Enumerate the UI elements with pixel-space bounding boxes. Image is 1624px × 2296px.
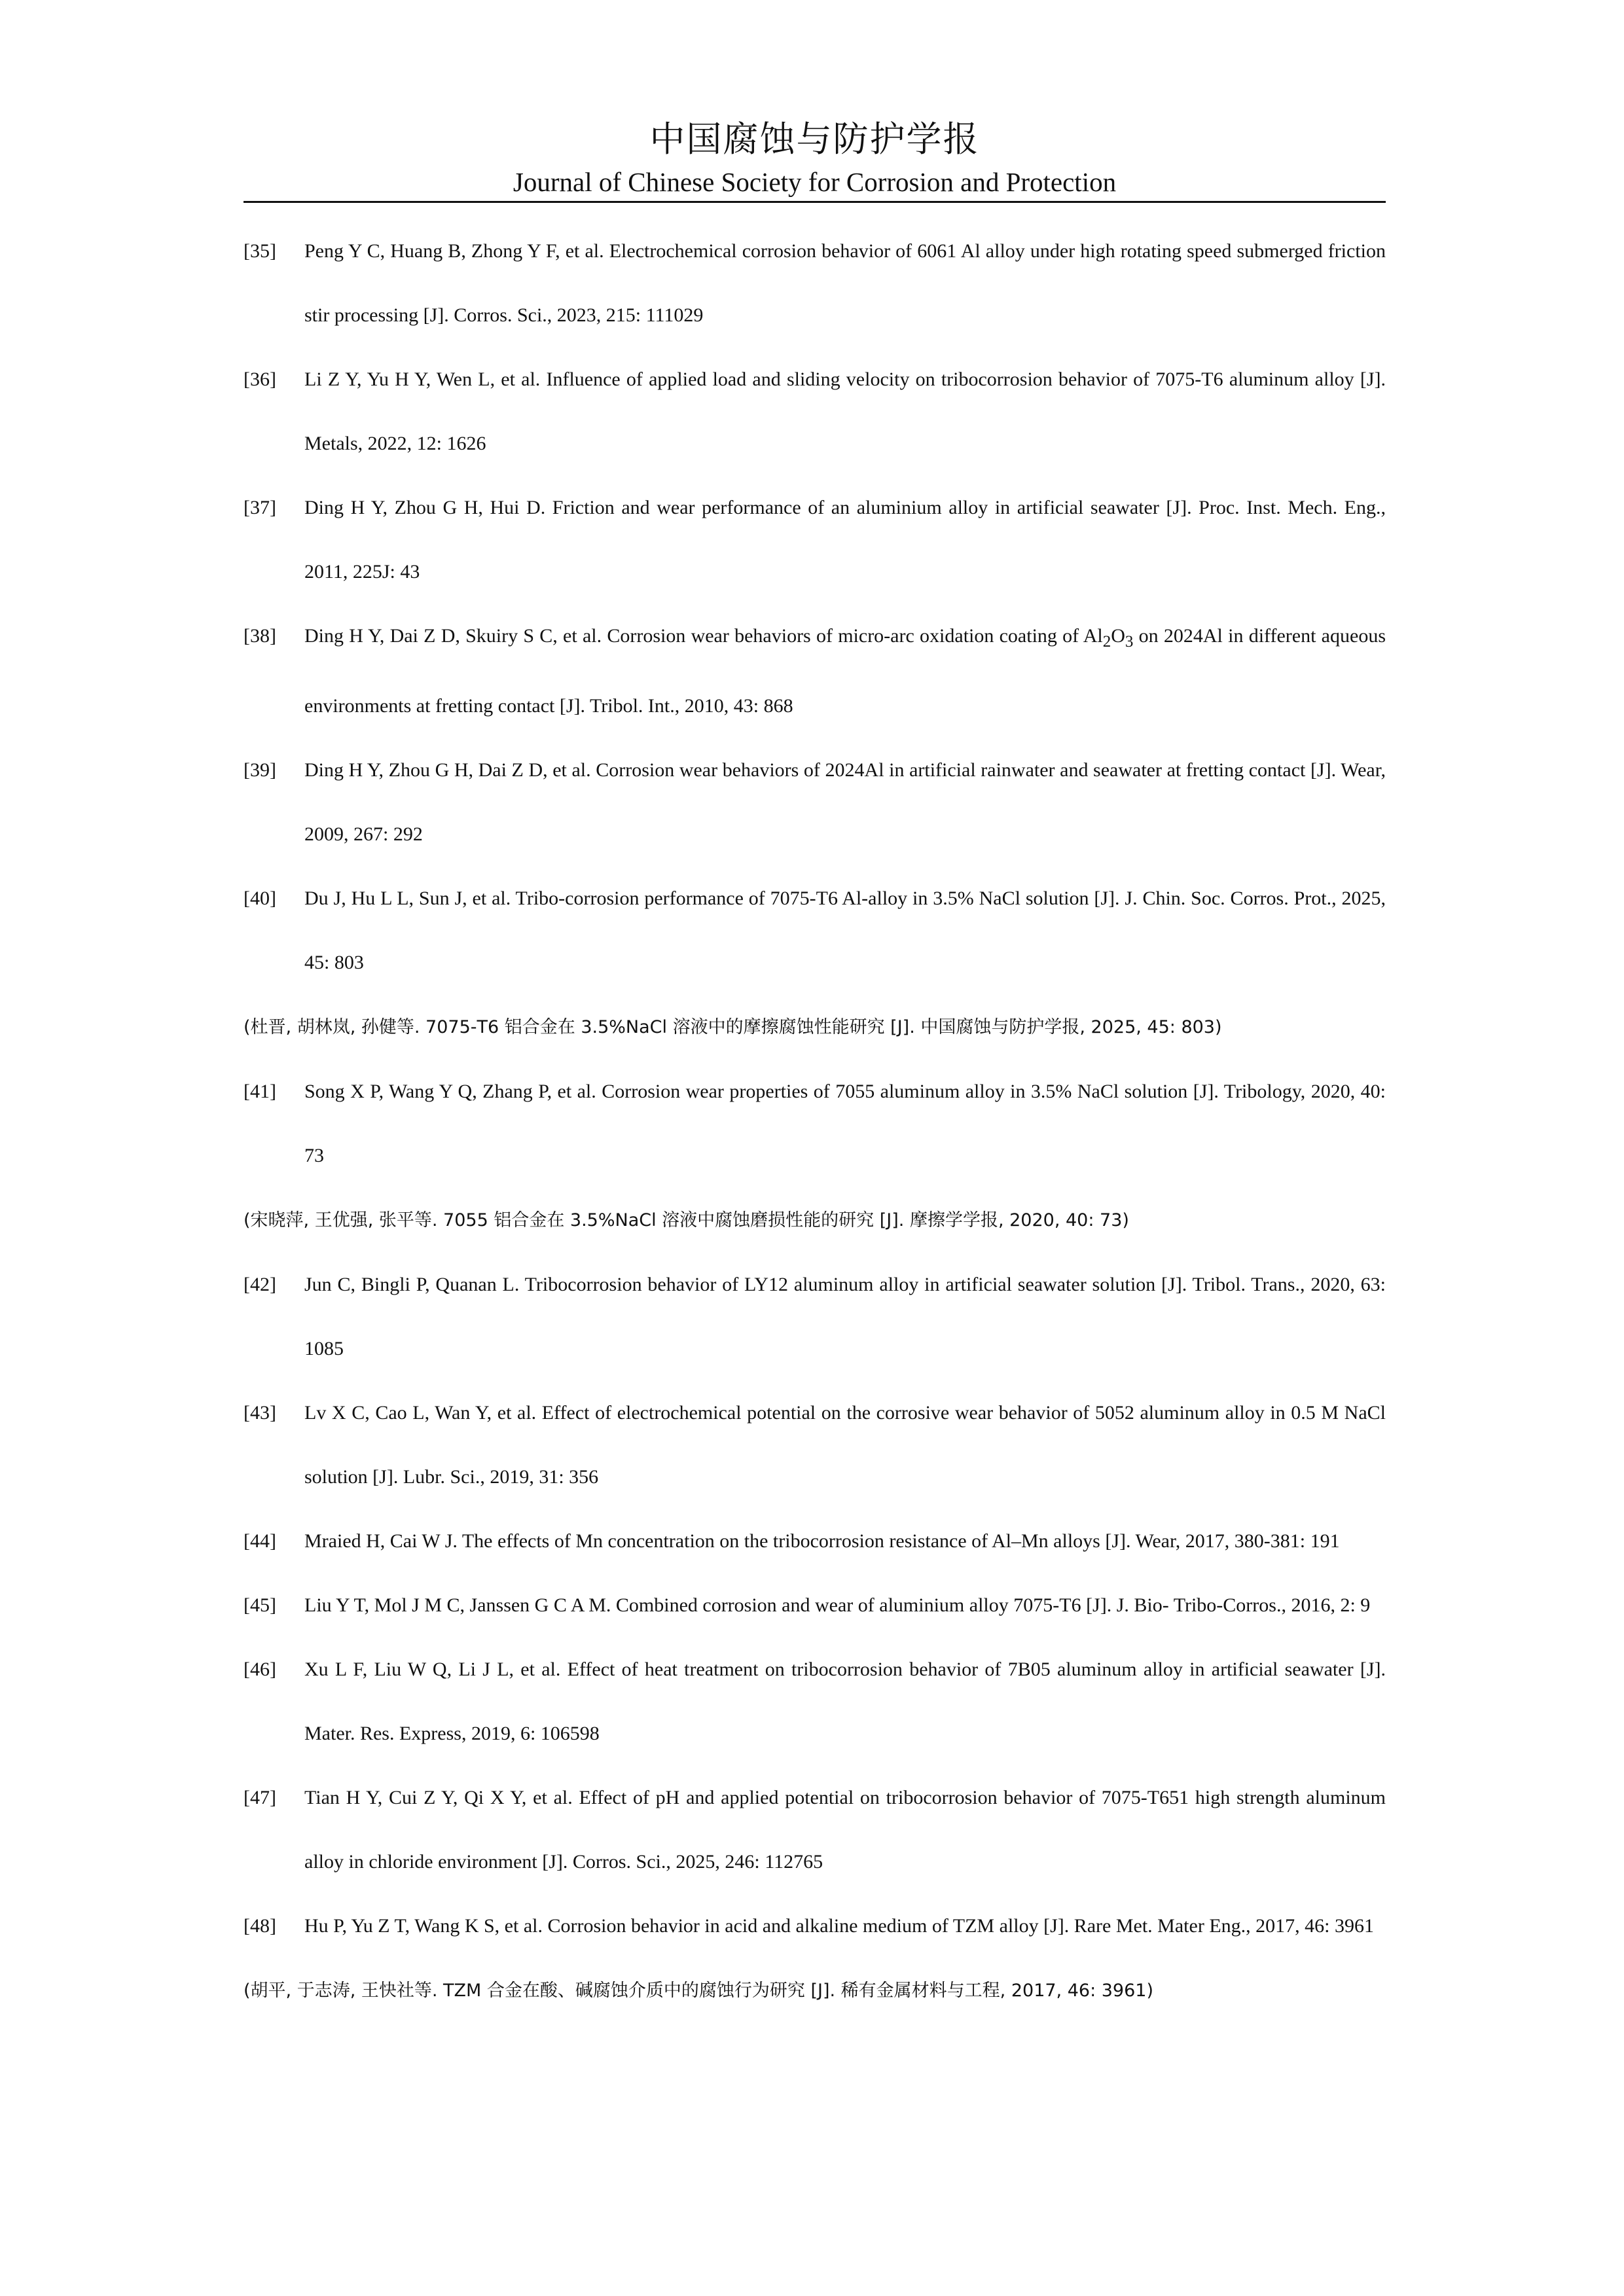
reference-item [244,1894,1386,1958]
reference-text: Li Z Y, Yu H Y, Wen L, et al. Influence of applied load and sliding velocity on tribocorrosion behavior of 7075-T6 aluminum alloy [J]. Metals, 2022, 12: 1626 [304,368,1386,454]
journal-header [244,117,1386,199]
reference-number: [43] [244,1402,276,1424]
reference-translation [244,1958,1386,2023]
reference-text-part: O [1111,625,1125,647]
reference-item [244,1573,1386,1638]
reference-item [244,476,1386,604]
reference-item [244,1766,1386,1894]
reference-number: [37] [244,497,276,518]
reference-text-part: Ding H Y, Dai Z D, Skuiry S C, et al. Corrosion wear behaviors of micro-arc oxidation coating of Al [304,625,1103,647]
reference-item [244,1638,1386,1766]
subscript: 2 [1102,633,1111,651]
reference-text: Liu Y T, Mol J M C, Janssen G C A M. Combined corrosion and wear of aluminium alloy 7075-T6 [J]. J. Bio- Tribo-Corros., 2016, 2: 9 [304,1594,1371,1616]
reference-item [244,1253,1386,1381]
subscript: 3 [1125,633,1134,651]
reference-number: [35] [244,240,276,262]
reference-number: [47] [244,1787,276,1808]
translation-text: (胡平, 于志涛, 王快社等. TZM 合金在酸、碱腐蚀介质中的腐蚀行为研究 [J]. 稀有金属材料与工程, 2017, 46: 3961) [244,1981,1153,2001]
reference-list [244,219,1386,2023]
reference-number: [38] [244,625,276,647]
reference-text-part: on 2024Al in different aqueous environments at fretting contact [J]. Tribol. Int., 2010, 43: 868 [304,625,1386,717]
translation-text: (宋晓萍, 王优强, 张平等. 7055 铝合金在 3.5%NaCl 溶液中腐蚀磨损性能的研究 [J]. 摩擦学学报, 2020, 40: 73) [244,1210,1129,1230]
reference-text: Ding H Y, Zhou G H, Dai Z D, et al. Corrosion wear behaviors of 2024Al in artificial rainwater and seawater at fretting contact [J]. Wear, 2009, 267: 292 [304,759,1386,845]
reference-number: [48] [244,1915,276,1937]
reference-text: Tian H Y, Cui Z Y, Qi X Y, et al. Effect of pH and applied potential on tribocorrosion behavior of 7075-T651 high strength aluminum alloy in chloride environment [J]. Corros. Sci., 2025, 246: 112765 [304,1787,1386,1873]
reference-number: [41] [244,1081,276,1102]
reference-number: [46] [244,1659,276,1680]
header-rule [244,201,1386,203]
reference-number: [36] [244,368,276,390]
reference-item [244,1381,1386,1509]
reference-text: Xu L F, Liu W Q, Li J L, et al. Effect of heat treatment on tribocorrosion behavior of 7B05 aluminum alloy in artificial seawater [J]. Mater. Res. Express, 2019, 6: 106598 [304,1659,1386,1744]
reference-item [244,348,1386,476]
reference-number: [40] [244,888,276,909]
reference-number: [44] [244,1530,276,1552]
journal-title-english: Journal of Chinese Society for Corrosion and Protection [513,167,1117,197]
reference-item [244,867,1386,995]
reference-item [244,738,1386,867]
reference-text: Mraied H, Cai W J. The effects of Mn concentration on the tribocorrosion resistance of Al–Mn alloys [J]. Wear, 2017, 380-381: 191 [304,1530,1340,1552]
reference-item [244,604,1386,738]
reference-item [244,1509,1386,1573]
reference-number: [39] [244,759,276,781]
translation-text: (杜晋, 胡林岚, 孙健等. 7075-T6 铝合金在 3.5%NaCl 溶液中的摩擦腐蚀性能研究 [J]. 中国腐蚀与防护学报, 2025, 45: 803) [244,1017,1222,1037]
reference-text: Ding H Y, Zhou G H, Hui D. Friction and wear performance of an aluminium alloy in artificial seawater [J]. Proc. Inst. Mech. Eng., 2011, 225J: 43 [304,497,1386,583]
reference-text: Du J, Hu L L, Sun J, et al. Tribo-corrosion performance of 7075-T6 Al-alloy in 3.5% NaCl solution [J]. J. Chin. Soc. Corros. Prot., 2025, 45: 803 [304,888,1386,973]
reference-translation [244,995,1386,1060]
reference-text: Peng Y C, Huang B, Zhong Y F, et al. Electrochemical corrosion behavior of 6061 Al alloy under high rotating speed submerged friction stir processing [J]. Corros. Sci., 2023, 215: 111029 [304,240,1386,326]
reference-text: Lv X C, Cao L, Wan Y, et al. Effect of electrochemical potential on the corrosive wear behavior of 5052 aluminum alloy in 0.5 M NaCl solution [J]. Lubr. Sci., 2019, 31: 356 [304,1402,1386,1488]
reference-text: Jun C, Bingli P, Quanan L. Tribocorrosion behavior of LY12 aluminum alloy in artificial seawater solution [J]. Tribol. Trans., 2020, 63: 1085 [304,1274,1386,1359]
reference-translation [244,1188,1386,1253]
reference-item [244,1060,1386,1188]
reference-text [304,604,1386,738]
reference-text: Hu P, Yu Z T, Wang K S, et al. Corrosion behavior in acid and alkaline medium of TZM alloy [J]. Rare Met. Mater Eng., 2017, 46: 3961 [304,1915,1374,1937]
reference-text: Song X P, Wang Y Q, Zhang P, et al. Corrosion wear properties of 7055 aluminum alloy in 3.5% NaCl solution [J]. Tribology, 2020, 40: 73 [304,1081,1386,1166]
reference-number: [42] [244,1274,276,1295]
reference-item [244,219,1386,348]
reference-number: [45] [244,1594,276,1616]
journal-title-chinese: 中国腐蚀与防护学报 [649,118,980,160]
